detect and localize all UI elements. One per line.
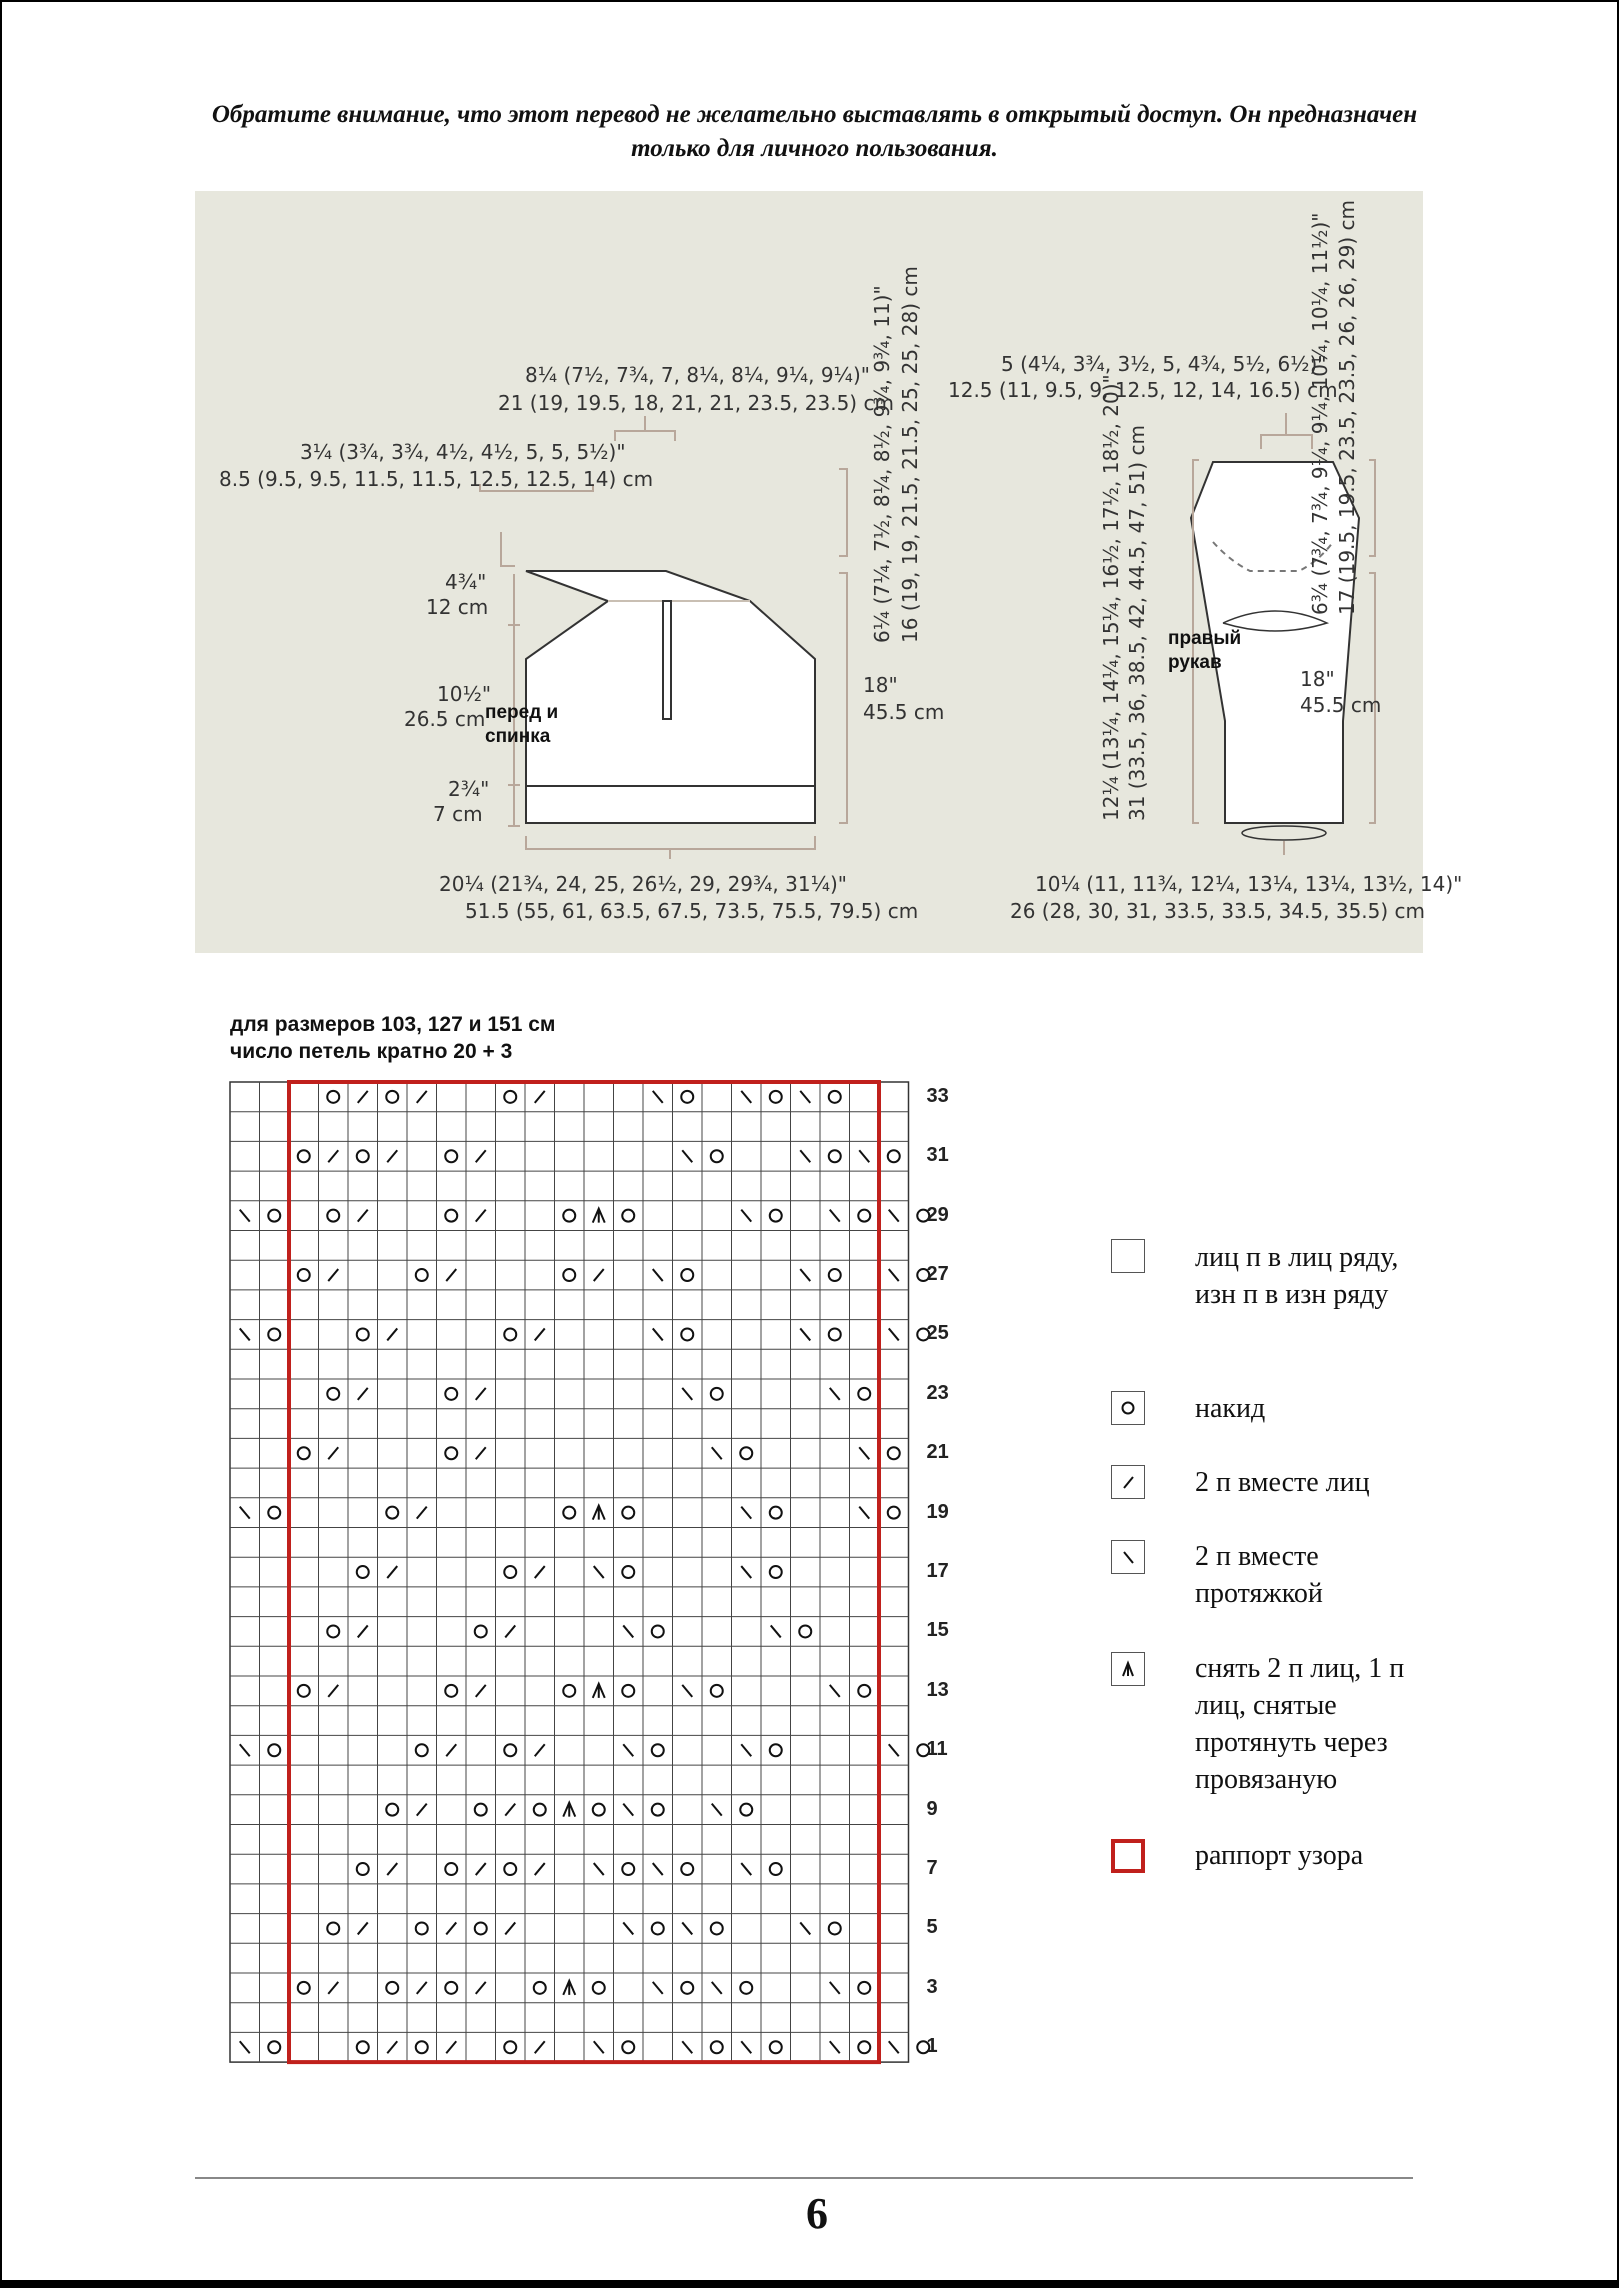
yarn-over-symbol: [829, 1922, 841, 1934]
row-number: 19: [926, 1500, 949, 1523]
yarn-over-symbol: [504, 1091, 516, 1103]
k2tog-symbol: [358, 1388, 368, 1400]
row-number: 25: [926, 1322, 949, 1345]
ssk-symbol: [771, 1625, 781, 1637]
ssk-symbol: [240, 1744, 250, 1756]
double-decrease-symbol: [593, 1209, 605, 1223]
yarn-over-symbol: [681, 1328, 693, 1340]
ssk-symbol: [240, 1328, 250, 1340]
ssk-symbol: [800, 1269, 810, 1281]
ssk-symbol: [889, 2041, 899, 2053]
ssk-symbol: [830, 2041, 840, 2053]
row-number: 3: [926, 1975, 938, 1998]
ssk-symbol: [623, 1804, 633, 1816]
yarn-over-symbol: [504, 1744, 516, 1756]
k2tog-symbol: [535, 1863, 545, 1875]
chart-border: [230, 1082, 909, 2062]
pattern-repeat-box: [289, 1082, 879, 2062]
ssk-symbol: [653, 1091, 663, 1103]
k2tog-symbol: [328, 1685, 338, 1697]
ssk-symbol: [800, 1922, 810, 1934]
yarn-over-symbol: [445, 1388, 457, 1400]
sleeve-length-in: 18": [1300, 667, 1335, 691]
k2tog-symbol: [594, 1269, 604, 1281]
yarn-over-symbol: [622, 1507, 634, 1519]
yarn-over-symbol: [563, 1685, 575, 1697]
ssk-symbol: [741, 1566, 751, 1578]
k2tog-symbol: [446, 1922, 456, 1934]
ssk-symbol: [653, 1863, 663, 1875]
ssk-symbol: [712, 1447, 722, 1459]
ssk-symbol: [830, 1685, 840, 1697]
yarn-over-symbol: [622, 1566, 634, 1578]
schematic-drawing: [195, 191, 1426, 953]
yarn-over-symbol: [858, 1982, 870, 1994]
yarn-over-symbol: [770, 1863, 782, 1875]
yarn-over-symbol: [268, 1328, 280, 1340]
row-number: 27: [926, 1263, 949, 1286]
yarn-over-symbol: [858, 1685, 870, 1697]
yarn-over-symbol: [386, 1804, 398, 1816]
ssk-symbol: [682, 2041, 692, 2053]
yarn-over-symbol: [268, 2041, 280, 2053]
yarn-over-symbol: [504, 1328, 516, 1340]
k2tog-symbol: [476, 1388, 486, 1400]
body-yoke-depth-in: 6¼ (7¼, 7½, 8¼, 8½, 9¾, 9¾, 11)": [870, 285, 894, 643]
row-number: 9: [926, 1797, 938, 1820]
yarn-over-symbol: [622, 2041, 634, 2053]
yarn-over-symbol: [799, 1625, 811, 1637]
ssk-symbol: [653, 1269, 663, 1281]
yarn-over-symbol: [563, 1210, 575, 1222]
ssk-symbol: [859, 1507, 869, 1519]
ssk-symbol: [240, 1507, 250, 1519]
ssk-symbol: [741, 1210, 751, 1222]
k2tog-symbol: [417, 1091, 427, 1103]
legend-text-k2tog: 2 п вместе лиц: [1195, 1467, 1370, 1498]
yarn-over-symbol: [770, 2041, 782, 2053]
yarn-over-symbol: [416, 1922, 428, 1934]
k2tog-symbol: [358, 1210, 368, 1222]
legend-yarn-over-icon: [1111, 1391, 1145, 1425]
yarn-over-symbol: [770, 1091, 782, 1103]
yarn-over-symbol: [740, 1804, 752, 1816]
body-label: [485, 701, 558, 749]
yarn-over-symbol: [445, 1447, 457, 1459]
ssk-symbol: [859, 1447, 869, 1459]
sleeve-label: [1168, 627, 1241, 675]
ssk-symbol: [800, 1328, 810, 1340]
yarn-over-symbol: [534, 1982, 546, 1994]
yarn-over-symbol: [504, 1566, 516, 1578]
yarn-over-symbol: [327, 1625, 339, 1637]
yarn-over-symbol: [858, 2041, 870, 2053]
k2tog-symbol: [476, 1685, 486, 1697]
k2tog-symbol: [328, 1982, 338, 1994]
yarn-over-symbol: [770, 1566, 782, 1578]
yarn-over-symbol: [652, 1625, 664, 1637]
body-hem-in: 2¾": [448, 777, 490, 801]
ssk-symbol: [889, 1744, 899, 1756]
yarn-over-symbol: [563, 1269, 575, 1281]
ssk-symbol: [830, 1210, 840, 1222]
yarn-over-symbol: [711, 1922, 723, 1934]
yarn-over-symbol: [357, 1328, 369, 1340]
k2tog-symbol: [535, 1566, 545, 1578]
yarn-over-symbol: [445, 1863, 457, 1875]
yarn-over-symbol: [445, 1982, 457, 1994]
row-number: 23: [926, 1381, 949, 1404]
k2tog-symbol: [476, 1982, 486, 1994]
row-number: 29: [926, 1203, 949, 1226]
yarn-over-symbol: [593, 1804, 605, 1816]
k2tog-symbol: [387, 2041, 397, 2053]
yarn-over-symbol: [386, 1982, 398, 1994]
yarn-over-symbol: [770, 1744, 782, 1756]
page-number: 6: [806, 2189, 828, 2238]
sleeve-circ-in: 12¼ (13¼, 14¼, 15¼, 16½, 17½, 18½, 20)": [1099, 374, 1123, 821]
yarn-over-symbol: [416, 1269, 428, 1281]
body-middle-cm: 26.5 cm: [404, 707, 486, 731]
ssk-symbol: [741, 2041, 751, 2053]
double-decrease-symbol: [563, 1803, 575, 1817]
body-upper-cm: 12 cm: [426, 595, 489, 619]
legend-blank-square: [1111, 1239, 1145, 1273]
chart-title-line1: для размеров 103, 127 и 151 см: [230, 1013, 556, 1036]
body-length-cm: 45.5 cm: [863, 700, 945, 724]
k2tog-symbol: [446, 2041, 456, 2053]
row-number: 31: [926, 1144, 949, 1167]
yarn-over-symbol: [622, 1863, 634, 1875]
yarn-over-symbol: [475, 1625, 487, 1637]
sleeve-label-line2: рукав: [1168, 652, 1222, 673]
k2tog-symbol: [476, 1863, 486, 1875]
body-length-in: 18": [863, 673, 898, 697]
sleeve-top-width-in: 5 (4¼, 3¾, 3½, 5, 4¾, 5½, 6½)": [1001, 352, 1327, 376]
yarn-over-symbol: [888, 1150, 900, 1162]
yarn-over-symbol: [298, 1685, 310, 1697]
ssk-symbol: [889, 1210, 899, 1222]
row-number: 13: [926, 1678, 949, 1701]
yarn-over-symbol: [681, 1269, 693, 1281]
yarn-over-symbol: [298, 1982, 310, 1994]
ssk-symbol: [889, 1328, 899, 1340]
ssk-symbol: [830, 1982, 840, 1994]
row-number: 1: [926, 2035, 938, 2058]
page: [2, 2, 1617, 2280]
k2tog-symbol: [358, 1625, 368, 1637]
k2tog-symbol: [387, 1863, 397, 1875]
k2tog-symbol: [505, 1625, 515, 1637]
sleeve-label-line1: правый: [1168, 628, 1242, 649]
yarn-over-symbol: [357, 1863, 369, 1875]
yarn-over-symbol: [681, 1091, 693, 1103]
ssk-symbol: [741, 1091, 751, 1103]
yarn-over-symbol: [711, 2041, 723, 2053]
ssk-symbol: [594, 1863, 604, 1875]
ssk-symbol: [623, 1744, 633, 1756]
yarn-over-symbol: [327, 1922, 339, 1934]
ssk-symbol: [682, 1685, 692, 1697]
ssk-symbol: [830, 1388, 840, 1400]
k2tog-symbol: [535, 2041, 545, 2053]
body-upper-in: 4¾": [445, 570, 487, 594]
body-bottom-width-in: 20¼ (21¾, 24, 25, 26½, 29, 29¾, 31¼)": [439, 872, 847, 896]
yarn-over-symbol: [327, 1091, 339, 1103]
row-number: 11: [926, 1738, 948, 1761]
body-top-width-cm: 21 (19, 19.5, 18, 21, 21, 23.5, 23.5) cm: [498, 391, 894, 415]
yarn-over-symbol: [504, 1863, 516, 1875]
legend-double-decrease-icon: [1111, 1652, 1145, 1686]
k2tog-symbol: [476, 1150, 486, 1162]
ssk-symbol: [653, 1328, 663, 1340]
legend-ssk-icon: [1111, 1540, 1145, 1574]
yarn-over-symbol: [681, 1982, 693, 1994]
ssk-symbol: [682, 1922, 692, 1934]
k2tog-symbol: [505, 1804, 515, 1816]
yarn-over-symbol: [652, 1804, 664, 1816]
yarn-over-symbol: [357, 1566, 369, 1578]
k2tog-symbol: [476, 1447, 486, 1459]
body-top-width-in: 8¼ (7½, 7¾, 7, 8¼, 8¼, 9¼, 9¼)": [525, 363, 870, 387]
sleeve-cuff-cm: 26 (28, 30, 31, 33.5, 33.5, 34.5, 35.5) cm: [1010, 899, 1426, 923]
yarn-over-symbol: [327, 1210, 339, 1222]
k2tog-symbol: [417, 1507, 427, 1519]
legend-text-double-decrease: снять 2 п лиц, 1 п лиц, снятые протянуть через провязаную: [1195, 1653, 1405, 1795]
yarn-over-symbol: [711, 1685, 723, 1697]
k2tog-symbol: [417, 1804, 427, 1816]
row-number: 33: [926, 1084, 949, 1107]
yarn-over-symbol: [268, 1507, 280, 1519]
sleeve-circ-cm: 31 (33.5, 36, 38.5, 42, 44.5, 47, 51) cm: [1125, 425, 1149, 821]
body-hem-cm: 7 cm: [433, 802, 483, 826]
footer-divider: [195, 2177, 1413, 2179]
yarn-over-symbol: [327, 1388, 339, 1400]
yarn-over-symbol: [445, 1210, 457, 1222]
body-bottom-width-cm: 51.5 (55, 61, 63.5, 67.5, 73.5, 75.5, 79.5) cm: [465, 899, 919, 923]
sleeve-top-width-cm: 12.5 (11, 9.5, 9, 12.5, 12, 14, 16.5) cm: [948, 378, 1338, 402]
k2tog-symbol: [476, 1210, 486, 1222]
yarn-over-symbol: [622, 1685, 634, 1697]
double-decrease-symbol: [593, 1684, 605, 1698]
yarn-over-symbol: [357, 1150, 369, 1162]
yarn-over-symbol: [622, 1210, 634, 1222]
legend-text-yarn-over: накид: [1195, 1393, 1266, 1424]
ssk-symbol: [623, 1625, 633, 1637]
k2tog-symbol: [535, 1744, 545, 1756]
k2tog-symbol: [446, 1744, 456, 1756]
ssk-symbol: [240, 2041, 250, 2053]
body-yoke-depth-cm: 16 (19, 19, 21.5, 21.5, 25, 25, 28) cm: [898, 266, 922, 643]
k2tog-symbol: [358, 1091, 368, 1103]
sleeve-cuff-ellipse: [1242, 826, 1326, 840]
row-number: 17: [926, 1560, 949, 1583]
copyright-notice: Обратите внимание, что этот перевод не желательно выставлять в открытый доступ. Он предназначен только для личного пользования.: [211, 101, 1418, 162]
yarn-over-symbol: [504, 2041, 516, 2053]
yarn-over-symbol: [829, 1150, 841, 1162]
ssk-symbol: [712, 1804, 722, 1816]
k2tog-symbol: [387, 1150, 397, 1162]
yarn-over-symbol: [740, 1982, 752, 1994]
chart-title-line2: число петель кратно 20 + 3: [230, 1040, 513, 1063]
yarn-over-symbol: [829, 1091, 841, 1103]
ssk-symbol: [594, 2041, 604, 2053]
yarn-over-symbol: [563, 1507, 575, 1519]
yarn-over-symbol: [829, 1269, 841, 1281]
yarn-over-symbol: [711, 1388, 723, 1400]
body-middle-in: 10½": [437, 682, 492, 706]
body-label-line1: перед и: [485, 702, 559, 723]
k2tog-symbol: [328, 1150, 338, 1162]
sleeve-cap-in: 6¾ (7¾, 7¾, 9¼, 9¼, 10¼, 10¼, 11½)": [1308, 212, 1332, 615]
yarn-over-symbol: [298, 1269, 310, 1281]
yarn-over-symbol: [386, 1507, 398, 1519]
yarn-over-symbol: [298, 1150, 310, 1162]
body-shoulder-cm: 8.5 (9.5, 9.5, 11.5, 11.5, 12.5, 12.5, 14) cm: [219, 467, 654, 491]
yarn-over-symbol: [268, 1744, 280, 1756]
k2tog-symbol: [387, 1566, 397, 1578]
yarn-over-symbol: [416, 2041, 428, 2053]
ssk-symbol: [623, 1922, 633, 1934]
sleeve-cuff-in: 10¼ (11, 11¾, 12¼, 13¼, 13¼, 13½, 14)": [1035, 872, 1463, 896]
ssk-symbol: [682, 1150, 692, 1162]
yarn-over-symbol: [593, 1982, 605, 1994]
k2tog-symbol: [328, 1447, 338, 1459]
yarn-over-symbol: [770, 1210, 782, 1222]
row-number: 7: [926, 1857, 938, 1880]
legend-k2tog-icon: [1111, 1465, 1145, 1499]
yarn-over-symbol: [829, 1328, 841, 1340]
yarn-over-symbol: [268, 1210, 280, 1222]
yarn-over-symbol: [445, 1150, 457, 1162]
ssk-symbol: [741, 1507, 751, 1519]
k2tog-symbol: [417, 1982, 427, 1994]
k2tog-symbol: [505, 1922, 515, 1934]
yarn-over-symbol: [416, 1744, 428, 1756]
k2tog-symbol: [387, 1328, 397, 1340]
legend-text-ssk: 2 п вместе протяжкой: [1195, 1541, 1323, 1609]
ssk-symbol: [800, 1091, 810, 1103]
k2tog-symbol: [535, 1091, 545, 1103]
ssk-symbol: [741, 1744, 751, 1756]
legend-text-knit: лиц п в лиц ряду, изн п в изн ряду: [1195, 1242, 1399, 1310]
yarn-over-symbol: [534, 1804, 546, 1816]
yarn-over-symbol: [475, 1922, 487, 1934]
body-shoulder-in: 3¼ (3¾, 3¾, 4½, 4½, 5, 5, 5½)": [300, 440, 626, 464]
yarn-over-symbol: [681, 1863, 693, 1875]
yarn-over-symbol: [298, 1447, 310, 1459]
ssk-symbol: [741, 1863, 751, 1875]
ssk-symbol: [653, 1982, 663, 1994]
yarn-over-symbol: [711, 1150, 723, 1162]
yarn-over-symbol: [445, 1685, 457, 1697]
schematic-panel: [195, 191, 1463, 953]
yarn-over-symbol: [888, 1507, 900, 1519]
yarn-over-symbol: [357, 2041, 369, 2053]
ssk-symbol: [889, 1269, 899, 1281]
k2tog-symbol: [358, 1922, 368, 1934]
ssk-symbol: [682, 1388, 692, 1400]
row-number: 15: [926, 1619, 949, 1642]
yarn-over-symbol: [652, 1744, 664, 1756]
ssk-symbol: [800, 1150, 810, 1162]
sleeve-length-cm: 45.5 cm: [1300, 693, 1382, 717]
body-label-line2: спинка: [485, 726, 551, 747]
sleeve-cap-cm: 17 (19.5, 19.5, 23.5, 23.5, 26, 26, 29) cm: [1335, 199, 1359, 615]
ssk-symbol: [859, 1150, 869, 1162]
yarn-over-symbol: [740, 1447, 752, 1459]
k2tog-symbol: [446, 1269, 456, 1281]
k2tog-symbol: [535, 1328, 545, 1340]
yarn-over-symbol: [888, 1447, 900, 1459]
double-decrease-symbol: [593, 1506, 605, 1520]
yarn-over-symbol: [386, 1091, 398, 1103]
yarn-over-symbol: [858, 1388, 870, 1400]
row-number: 5: [926, 1916, 938, 1939]
legend-repeat-icon: [1111, 1839, 1145, 1873]
ssk-symbol: [240, 1210, 250, 1222]
yarn-over-symbol: [770, 1507, 782, 1519]
double-decrease-symbol: [563, 1981, 575, 1995]
yarn-over-symbol: [475, 1804, 487, 1816]
legend-text-repeat: раппорт узора: [1195, 1840, 1364, 1871]
ssk-symbol: [594, 1566, 604, 1578]
body-placket-shape: [663, 601, 671, 719]
yarn-over-symbol: [652, 1922, 664, 1934]
k2tog-symbol: [328, 1269, 338, 1281]
yarn-over-symbol: [858, 1210, 870, 1222]
row-number: 21: [926, 1441, 949, 1464]
ssk-symbol: [712, 1982, 722, 1994]
